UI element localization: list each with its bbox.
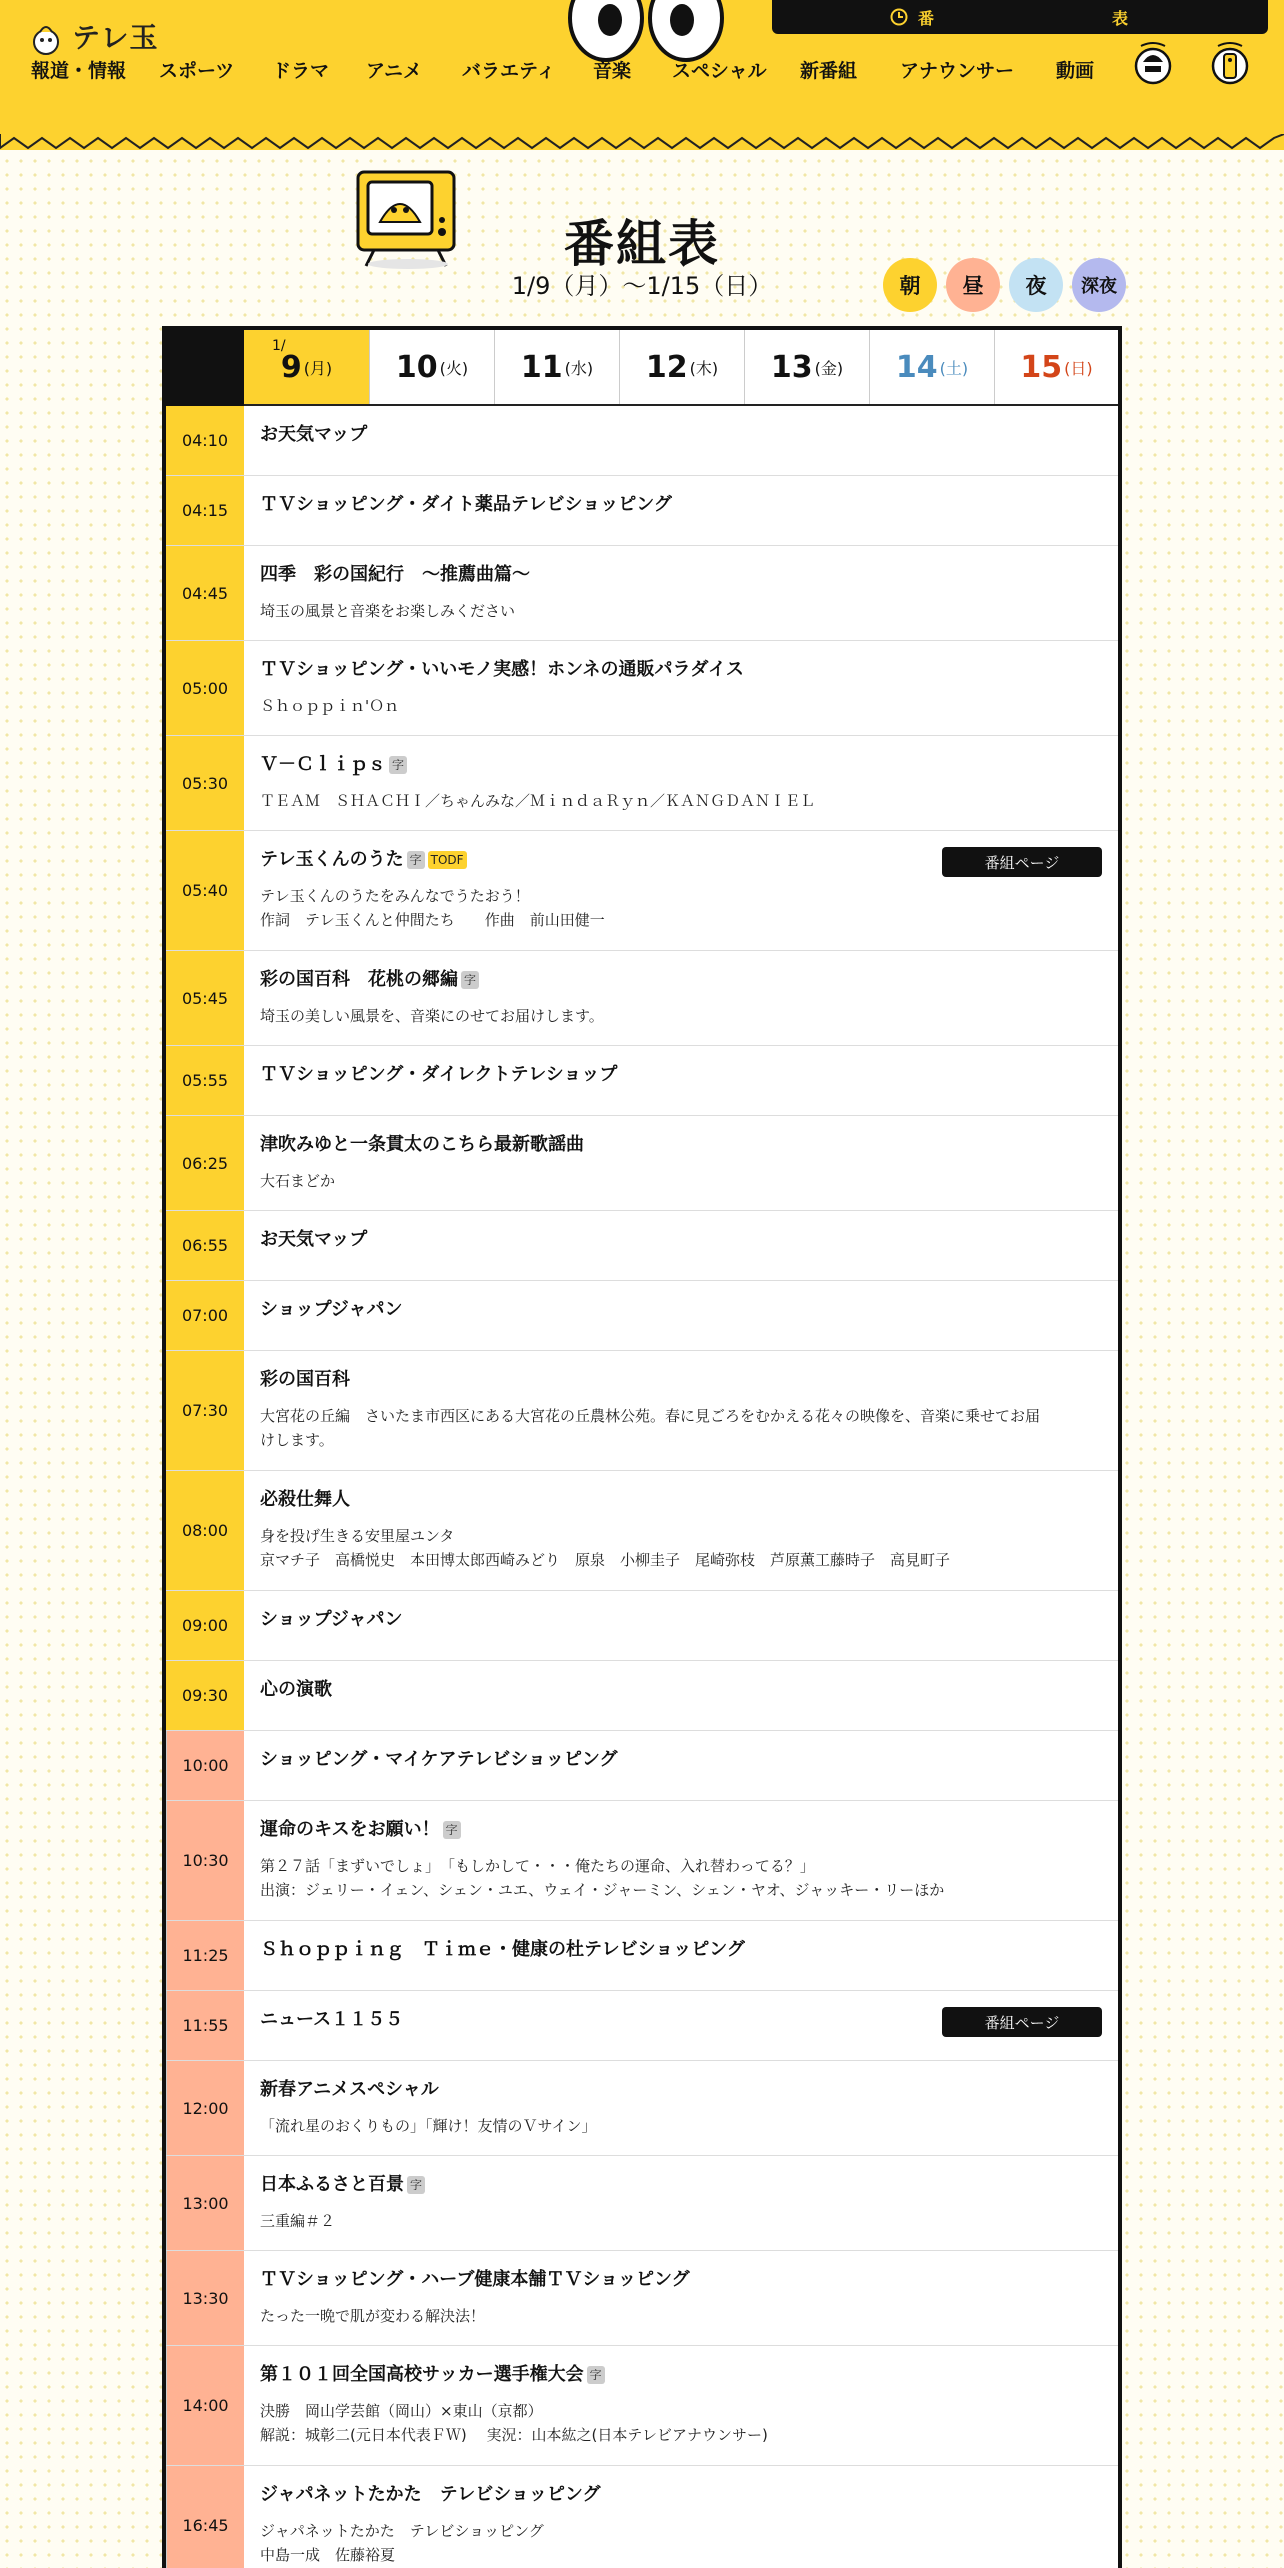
program-description-line: 大宮花の丘編 さいたま市西区にある大宮花の丘農林公苑。春に見ごろをむかえる花々の映像を、音楽に乗せてお届 [260,1407,1041,1425]
program-info [260,1488,1100,1572]
program-title-text: 第１０１回全国高校サッカー選手権大会 [260,2364,584,2385]
program-info [260,2173,1100,2233]
program-description-line: ＴＥＡＭ ＳＨＡＣＨＩ／ちゃんみな／ＭｉｎｄａＲｙｎ／ＫＡＮＧＤＡＮＩＥＬ [260,792,816,810]
program-time: 08:00 [166,1471,244,1590]
nav-item-anime[interactable]: アニメ [366,60,423,82]
program-title[interactable] [260,658,1100,682]
program-description-line: ジャパネットたかた テレビショッピング [260,2522,544,2540]
program-time: 07:00 [166,1281,244,1350]
program-info [260,1938,1100,1962]
program-time: 05:55 [166,1046,244,1115]
program-row[interactable] [166,951,1118,1046]
program-title[interactable] [260,1488,1100,1512]
subtitle-badge: 字 [443,1821,461,1839]
program-title-text: 彩の国百科 花桃の郷編 [260,969,458,990]
program-description [260,1169,1100,1193]
program-title-text: ニュース１１５５ [260,2009,404,2030]
day-tab-number: 14 [895,349,938,385]
program-description-line: 第２７話「まずいでしょ」 「もしかして・・・俺たちの運命、入れ替わってる？」 [260,1857,815,1875]
program-time: 10:30 [166,1801,244,1920]
program-time: 13:00 [166,2156,244,2250]
remote-control-icon[interactable] [1208,38,1252,86]
program-title[interactable] [260,2173,1100,2197]
subtitle-badge: 字 [407,851,425,869]
program-row[interactable] [166,1471,1118,1591]
program-title-text: ショッピング・マイケアテレビショッピング [260,1749,618,1770]
day-tab-number: 12 [645,349,688,385]
day-tab[interactable] [619,330,744,404]
program-time: 09:30 [166,1661,244,1730]
nav-item-new-programs[interactable]: 新番組 [800,60,858,82]
program-description-line: 解説：城彰二(元日本代表ＦＷ) 実況：山本紘之(日本テレビアナウンサー) [260,2426,768,2444]
program-time: 13:30 [166,2251,244,2345]
program-row[interactable] [166,546,1118,641]
nav-item-announcer[interactable]: アナウンサー [900,60,1015,82]
program-row[interactable] [166,1351,1118,1471]
program-title[interactable] [260,1608,1100,1632]
program-description-line: 身を投げ生きる安里屋ユンタ [260,1527,455,1545]
day-tab-number: 9 [280,349,302,385]
program-title[interactable] [260,1748,1100,1772]
nav-item-special[interactable]: スペシャル [672,60,767,82]
program-description [260,1854,1100,1902]
program-description-line: 決勝 岡山学芸館（岡山）×東山（京都） [260,2402,543,2420]
program-time: 09:00 [166,1591,244,1660]
day-tab[interactable] [494,330,619,404]
todf-badge: TODF [428,851,467,869]
program-title-text: 必殺仕舞人 [260,1489,350,1510]
program-info [260,1228,1100,1252]
date-range: 1/9（月）〜1/15（日） [511,272,773,300]
program-info [260,968,1100,1028]
program-description [260,2114,1100,2138]
program-row[interactable] [166,406,1118,476]
day-tabs [166,330,1118,406]
program-title-text: 新春アニメスペシャル [260,2079,439,2100]
program-title-text: 心の演歌 [260,1679,332,1700]
program-info [260,658,1100,718]
day-tab[interactable] [994,330,1118,404]
day-tab-number: 15 [1020,349,1063,385]
day-tab-month: 1/ [272,338,286,354]
program-title[interactable] [260,2078,1100,2102]
program-time: 07:30 [166,1351,244,1470]
program-description [260,599,1100,623]
program-title[interactable] [260,1818,1100,1842]
program-description [260,884,1100,932]
program-info [260,493,1100,517]
program-title[interactable] [260,968,1100,992]
day-tab-number: 10 [395,349,438,385]
nav-item-music[interactable]: 音楽 [593,60,632,82]
program-title-text: 運命のキスをお願い！ [260,1819,440,1840]
program-description [260,694,1100,718]
program-info [260,2483,1100,2567]
program-info [260,1608,1100,1632]
time-of-day-button[interactable]: 深夜 [1072,258,1126,312]
program-title-text: Ｖ－Ｃｌｉｐｓ [260,754,386,775]
day-tab[interactable] [244,330,369,404]
nav-item-sports[interactable]: スポーツ [159,60,235,82]
mascot-eyes-icon [566,0,726,62]
program-description [260,2304,1100,2328]
program-title-text: 津吹みゆと一条貫太のこちら最新歌謡曲 [260,1134,584,1155]
program-title[interactable] [260,1368,1100,1392]
program-title-text: お天気マップ [260,424,368,445]
day-tab[interactable] [369,330,494,404]
logo-text[interactable]: テレ玉 [72,21,159,54]
time-of-day-button[interactable]: 昼 [946,258,1000,312]
program-description [260,2519,1100,2567]
program-title[interactable] [260,2483,1100,2507]
program-description [260,2209,1100,2233]
subtitle-badge: 字 [587,2366,605,2384]
program-title-text: ショップジャパン [260,1609,403,1630]
day-tab[interactable] [869,330,994,404]
program-row[interactable] [166,1801,1118,1921]
program-info [260,563,1100,623]
program-row[interactable] [166,2251,1118,2346]
nav-item-variety[interactable]: バラエティ [462,60,556,82]
program-title[interactable] [260,753,1100,777]
program-time: 04:45 [166,546,244,640]
day-tab-number: 11 [520,349,563,385]
program-title-text: 四季 彩の国紀行 ～推薦曲篇～ [260,564,530,585]
day-tab-weekday: (木) [689,358,719,378]
program-info [260,1748,1100,1772]
program-description-line: 出演：ジェリー・イェン、シェン・ユエ、ウェイ・ジャーミン、シェン・ヤオ、ジャッキー・リーほか [260,1881,945,1899]
subtitle-badge: 字 [389,756,407,774]
program-row[interactable] [166,2346,1118,2466]
program-time: 06:25 [166,1116,244,1210]
day-tab-weekday: (金) [814,358,844,378]
program-description-line: 作詞 テレ玉くんと仲間たち 作曲 前山田健一 [260,911,605,929]
program-info [260,1678,1100,1702]
program-title[interactable] [260,563,1100,587]
program-title[interactable] [260,423,1100,447]
program-description-line: 埼玉の風景と音楽をお楽しみください [260,602,516,620]
program-title[interactable] [260,1133,1100,1157]
program-title[interactable] [260,1298,1100,1322]
program-description-line: テレ玉くんのうたをみんなでうたおう！ [260,887,530,905]
program-row[interactable] [166,1046,1118,1116]
program-time: 11:55 [166,1991,244,2060]
program-description [260,789,1100,813]
program-title-text: ＴＶショッピング・ハーブ健康本舗ＴＶショッピング [260,2269,690,2290]
program-row[interactable] [166,1116,1118,1211]
nav-item-drama[interactable]: ドラマ [272,60,330,82]
program-title[interactable] [260,2268,1100,2292]
program-title[interactable] [260,1938,1100,1962]
program-info [260,2268,1100,2328]
nav-item-news[interactable]: 報道・情報 [31,60,127,82]
program-guide-bar[interactable] [772,0,1268,34]
program-title-text: お天気マップ [260,1229,368,1250]
program-time: 04:10 [166,406,244,475]
program-row[interactable] [166,1591,1118,1661]
program-info [260,1368,1100,1452]
program-description-line: 中島一成 佐藤裕夏 [260,2546,396,2564]
program-description [260,1404,1100,1452]
program-description [260,1004,1100,1028]
program-row[interactable] [166,1731,1118,1801]
program-time: 16:45 [166,2466,244,2568]
program-time: 05:40 [166,831,244,950]
program-row[interactable] [166,2156,1118,2251]
day-tab-weekday: (水) [564,358,594,378]
program-description-line: けします。 [260,1431,334,1449]
topbar-char: 番 [918,9,935,28]
program-description-line: 大石まどか [260,1172,336,1190]
program-info [260,423,1100,447]
time-of-day-button[interactable]: 朝 [883,258,937,312]
program-description-line: Ｓｈｏｐｐｉｎ'Ｏｎ [260,697,400,715]
program-time: 05:45 [166,951,244,1045]
program-title-text: ジャパネットたかた テレビショッピング [260,2484,601,2505]
program-description-line: 京マチ子 高橋悦史 本田博太郎西崎みどり 原泉 小柳圭子 尾崎弥枝 芦原薫工藤時子 高見町子 [260,1551,951,1569]
program-info [260,1063,1100,1087]
program-time: 14:00 [166,2346,244,2465]
program-description [260,2399,1100,2447]
page-title: 番組表 [564,215,720,273]
program-row[interactable] [166,1211,1118,1281]
program-title-text: 日本ふるさと百景 [260,2174,404,2195]
day-tabs-corner [166,330,244,406]
program-time: 06:55 [166,1211,244,1280]
day-tab-number: 13 [770,349,813,385]
program-row[interactable] [166,1991,1118,2061]
teletama-kun-icon[interactable] [1131,38,1175,86]
program-description-line: 三重編＃２ [260,2212,336,2230]
program-title-text: テレ玉くんのうた [260,849,404,870]
clock-icon [890,8,908,26]
program-title-text: ＴＶショッピング・ダイト薬品テレビショッピング [260,494,672,515]
program-description-line: 埼玉の美しい風景を、音楽にのせてお届けします。 [260,1007,604,1025]
global-nav [0,56,1284,86]
program-time: 05:30 [166,736,244,830]
program-row[interactable] [166,1921,1118,1991]
program-title[interactable] [260,1228,1100,1252]
program-title-text: 彩の国百科 [260,1369,350,1390]
program-page-button[interactable]: 番組ページ [942,847,1102,877]
day-tab-weekday: (土) [939,358,969,378]
nav-item-video[interactable]: 動画 [1056,60,1095,82]
program-row[interactable] [166,831,1118,951]
program-description-line: 「流れ星のおくりもの」「輝け！友情のＶサイン」 [260,2117,597,2135]
program-info [260,1298,1100,1322]
program-title-text: ＴＶショッピング・いいモノ実感！ホンネの通販パラダイス [260,659,744,680]
program-time: 11:25 [166,1921,244,1990]
program-row[interactable] [166,2466,1118,2568]
day-tab-weekday: (火) [439,358,469,378]
program-time: 04:15 [166,476,244,545]
day-tab-weekday: (月) [303,358,333,378]
program-info [260,2363,1100,2447]
program-title-text: ＴＶショッピング・ダイレクトテレショップ [260,1064,618,1085]
program-info [260,2078,1100,2138]
topbar-char: 表 [1112,9,1129,28]
program-row[interactable] [166,2061,1118,2156]
program-time: 12:00 [166,2061,244,2155]
program-info [260,1133,1100,1193]
time-of-day-button[interactable]: 夜 [1009,258,1063,312]
program-title-text: Ｓｈｏｐｐｉｎｇ Ｔｉｍｅ・健康の杜テレビショッピング [260,1939,745,1960]
subtitle-badge: 字 [407,2176,425,2194]
program-info [260,1818,1100,1902]
program-page-button[interactable]: 番組ページ [942,2007,1102,2037]
program-description-line: たった一晩で肌が変わる解決法！ [260,2307,486,2325]
site-header [0,0,1284,150]
program-title[interactable] [260,1063,1100,1087]
header-zigzag-edge [0,134,1284,154]
program-schedule [162,326,1122,2568]
day-tab-weekday: (日) [1064,358,1093,378]
program-row[interactable] [166,641,1118,736]
program-row[interactable] [166,476,1118,546]
program-title[interactable] [260,493,1100,517]
program-row[interactable] [166,736,1118,831]
program-row[interactable] [166,1661,1118,1731]
program-info [260,753,1100,813]
day-tab[interactable] [744,330,869,404]
program-row[interactable] [166,1281,1118,1351]
program-title-text: ショップジャパン [260,1299,403,1320]
program-title[interactable] [260,1678,1100,1702]
program-title[interactable] [260,2363,1100,2387]
program-description [260,1524,1100,1572]
subtitle-badge: 字 [461,971,479,989]
program-time: 10:00 [166,1731,244,1800]
program-time: 05:00 [166,641,244,735]
